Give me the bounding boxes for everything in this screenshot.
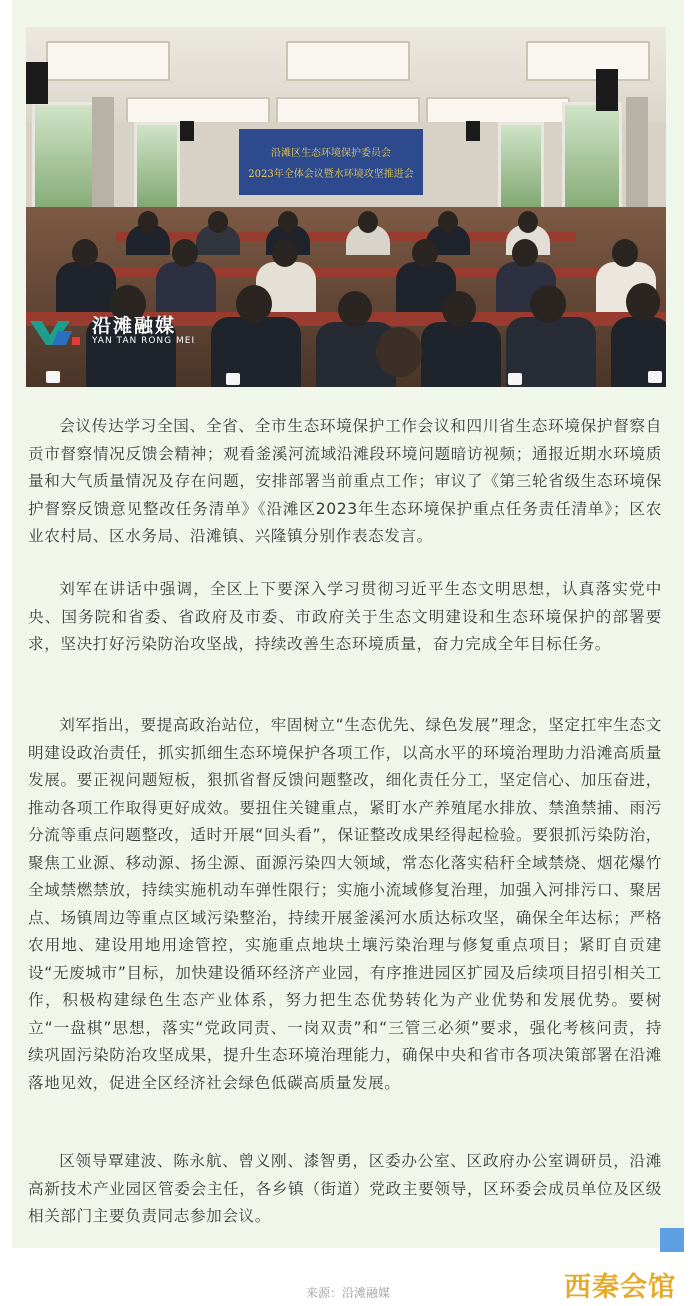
attendee-head: [338, 291, 372, 327]
source-line: 来源：沿滩融媒: [305, 1286, 390, 1300]
attendee-head: [438, 211, 458, 233]
speaker: [596, 69, 618, 111]
cup: [508, 373, 522, 385]
cup: [648, 371, 662, 383]
attendee-head: [612, 239, 638, 267]
attendee-head: [512, 239, 538, 267]
attendee: [156, 262, 216, 312]
speaker: [26, 62, 48, 104]
attendee-head: [626, 283, 660, 321]
attendee-head: [72, 239, 98, 267]
cup: [226, 373, 240, 385]
window: [498, 122, 544, 218]
banner-line-2: 2023年全体会议暨水环境攻坚推进会: [248, 169, 414, 180]
article-paragraph-4: 区领导覃建波、陈永航、曾义刚、漆智勇，区委办公室、区政府办公室调研员，沿滩高新技术产业园区管委会主任，各乡镇（街道）党政主要领导，区环委会成员单位及区级相关部门主要负责同志参加会议。: [28, 1152, 662, 1225]
window: [134, 122, 180, 218]
article-paragraph-3: 刘军指出，要提高政治站位，牢固树立“生态优先、绿色发展”理念，坚定扛牢生态文明建设政治责任，抓实抓细生态环境保护各项工作，以高水平的环境治理助力沿滩高质量发展。要正视问题短板，狠抓省督反馈问题整改，细化责任分工，坚定信心、加压奋进，推动各项工作取得更好成效。要扭住关键重点，紧盯水产养殖尾水排放、禁渔禁捕、雨污分流等重点问题整改，适时开展“回头看”，保证整改成果经得起检验。要狠抓污染防治，聚焦工业源、移动源、扬尘源、面源污染四大领域，常态化落实秸秆全域禁烧、烟花爆竹全域禁燃禁放，持续实施机动车弹性限行；实施小流域修复治理，加强入河排污口、聚居点、场镇周边等重点区域污染整治，持续开展釜溪河水质达标攻坚，确保全年达标；严格农用地、建设用地用途管控，实施重点地块土壤污染治理与修复重点项目；紧盯自贡建设“无废城市”目标，加快建设循环经济产业园，有序推进园区扩园及后续项目招引相关工作，积极构建绿色生态产业体系，努力把生态优势转化为产业优势和发展优势。要树立“一盘棋”思想，落实“党政同责、一岗双责”和“三管三必须”要求，强化考核问责，持续巩固污染防治攻坚成果，提升生态环境治理能力，确保中央和省市各项决策部署在沿滩落地见效，促进全区经济社会绿色低碳高质量发展。: [28, 716, 662, 1092]
attendee-head: [412, 239, 438, 267]
watermark-cn: 沿滩融媒: [92, 315, 177, 338]
article-paragraph-1: 会议传达学习全国、全省、全市生态环境保护工作会议和四川省生态环境保护督察自贡市督察情况反馈会精神；观看釜溪河流域沿滩段环境问题暗访视频；通报近期水环境质量和大气质量情况及存在问题，安排部署当前重点工作；审议了《第三轮省级生态环境保护督察反馈意见整改任务清单》《沿滩区2023年生态环境保护重点任务责任清单》；区农业农村局、区水务局、沿滩镇、兴隆镇分别作表态发言。: [28, 417, 662, 545]
attendee-head: [172, 239, 198, 267]
attendee-head: [530, 285, 566, 323]
brand-watermark: 西秦会馆: [564, 1272, 676, 1303]
media-watermark: [28, 315, 195, 349]
ceiling-panel: [286, 41, 410, 81]
attendee-head: [278, 211, 298, 233]
watermark-text: [92, 317, 195, 346]
ceiling-panel: [526, 41, 650, 81]
speaker: [180, 121, 194, 141]
attendee-head: [236, 285, 272, 323]
attendee-head: [518, 211, 538, 233]
banner-line-1: 沿滩区生态环境保护委员会: [271, 148, 391, 159]
attendee-head: [442, 291, 476, 327]
speaker: [466, 121, 480, 141]
attendee-head: [376, 327, 422, 377]
meeting-banner: [239, 129, 423, 195]
cup: [46, 371, 60, 383]
watermark-en: YAN TAN RONG MEI: [92, 336, 196, 347]
attendee: [211, 317, 301, 387]
attendee-head: [138, 211, 158, 233]
back-to-top-button[interactable]: [660, 1228, 684, 1252]
ceiling-panel: [46, 41, 170, 81]
attendee-head: [272, 239, 298, 267]
attendee-head: [208, 211, 228, 233]
attendee: [421, 322, 501, 387]
article-paragraph-2: 刘军在讲话中强调，全区上下要深入学习贯彻习近平生态文明思想，认真落实党中央、国务院和省委、省政府及市委、市政府关于生态文明建设和生态环境保护的部署要求，坚决打好污染防治攻坚战，持续改善生态环境质量，奋力完成全年目标任务。: [28, 580, 662, 653]
media-logo-icon: [28, 317, 88, 347]
attendee-head: [358, 211, 378, 233]
attendee: [56, 262, 116, 312]
meeting-photo: [26, 27, 666, 387]
